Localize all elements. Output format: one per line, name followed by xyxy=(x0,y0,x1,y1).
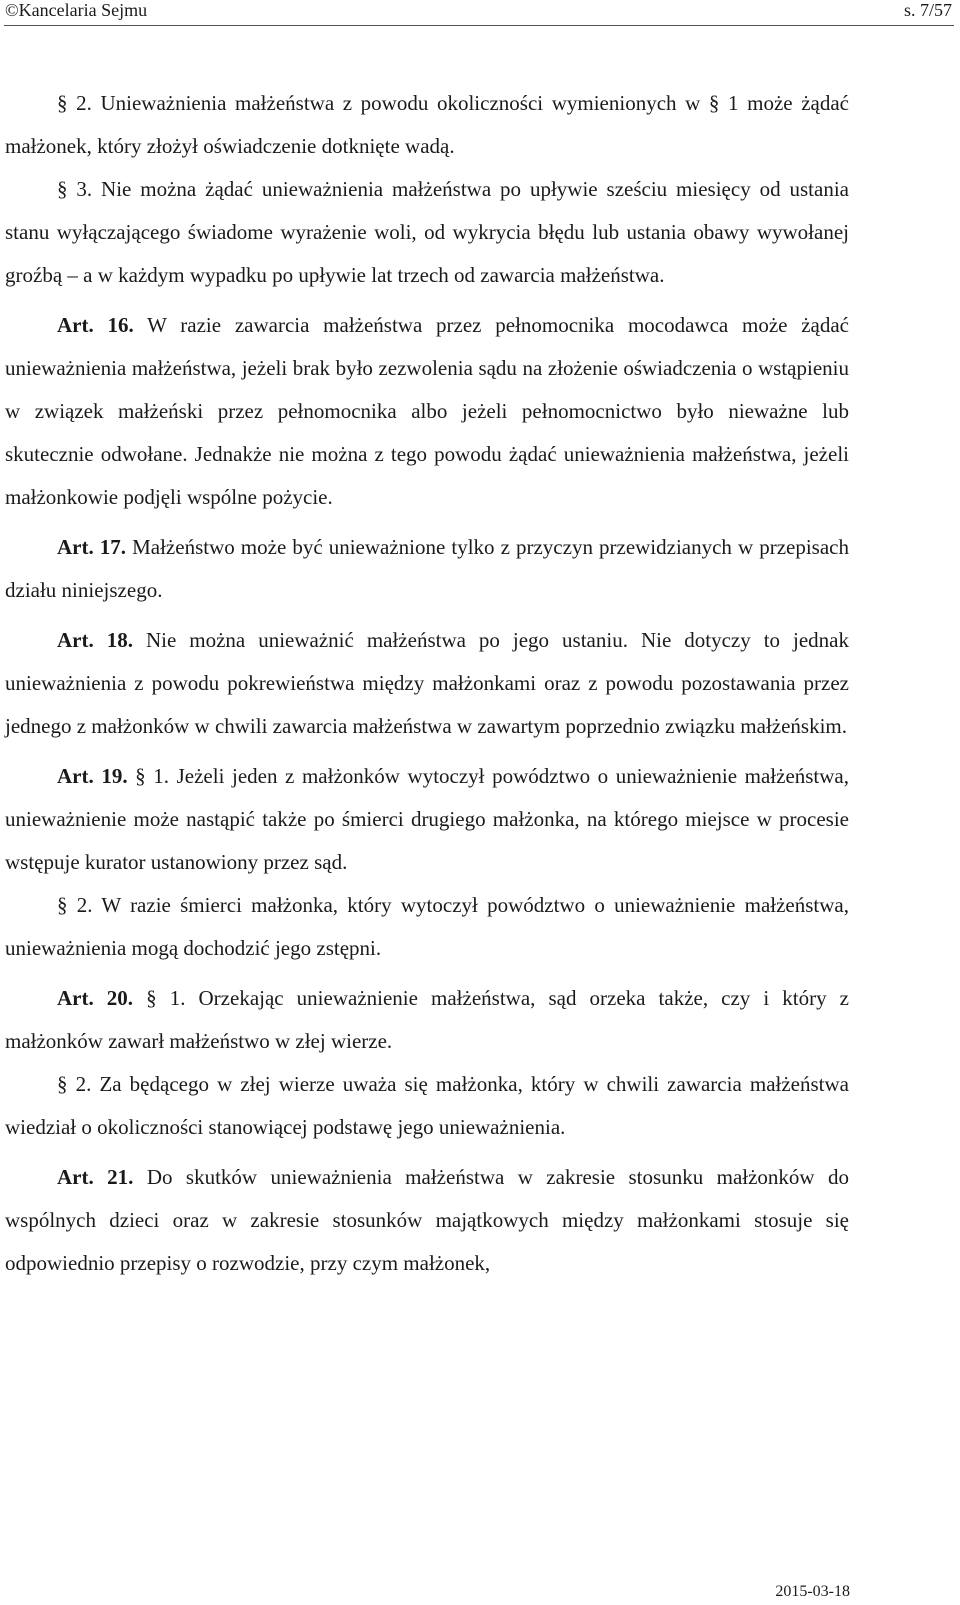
page-number: s. 7/57 xyxy=(903,0,952,20)
header-divider xyxy=(4,25,954,26)
article-heading: Art. 17. xyxy=(57,535,127,559)
paragraph-art17 xyxy=(5,526,849,612)
paragraph-text: § 1. Orzekając unieważnienie małżeństwa, sąd orzeka także, czy i który z małżonków zawarł małżeństwo w złej wierze. xyxy=(5,986,849,1053)
paragraph-text: § 2. Za będącego w złej wierze uważa się małżonka, który w chwili zawarcia małżeństwa wiedział o okoliczności stanowiącej podstawę jego unieważnienia. xyxy=(5,1072,849,1139)
paragraph-text: Do skutków unieważnienia małżeństwa w zakresie stosunku małżonków do wspólnych dzieci oraz w zakresie stosunków majątkowych między małżonkami stosuje się odpowiednio przepisy o rozwodzie, przy czym małżonek, xyxy=(5,1165,850,1275)
paragraph-text: W razie zawarcia małżeństwa przez pełnomocnika mocodawca może żądać unieważnienia małżeństwa, jeżeli brak było zezwolenia sądu na złożenie oświadczenia o wstąpieniu w związek małżeński przez pełnomocnika albo jeżeli pełnomocnictwo było nieważne lub skutecznie odwołane. Jednakże nie można z tego powodu żądać unieważnienia małżeństwa, jeżeli małżonkowie podjęli wspólne pożycie. xyxy=(5,313,849,509)
article-heading: Art. 18. xyxy=(57,628,133,652)
article-heading: Art. 19. xyxy=(57,764,128,788)
document-date: 2015-03-18 xyxy=(775,1583,850,1600)
paragraph-text: § 3. Nie można żądać unieważnienia małżeństwa po upływie sześciu miesięcy od ustania stanu wyłączającego świadome wyrażenie woli, od wykrycia błędu lub ustania obawy wywołanej groźbą – a w każdym wypadku po upływie lat trzech od zawarcia małżeństwa. xyxy=(5,177,849,287)
paragraph-art16 xyxy=(5,304,849,519)
paragraph-art15-par3 xyxy=(5,168,849,297)
paragraph-art19-par1 xyxy=(5,755,849,884)
paragraph-art19-par2 xyxy=(5,884,849,970)
paragraph-text: Nie można unieważnić małżeństwa po jego ustaniu. Nie dotyczy to jednak unieważnienia z powodu pokrewieństwa między małżonkami oraz z powodu pozostawania przez jednego z małżonków w chwili zawarcia małżeństwa w zawartym poprzednio związku małżeńskim. xyxy=(5,628,849,738)
article-heading: Art. 20. xyxy=(57,986,134,1010)
page-header xyxy=(0,0,960,26)
paragraph-text: § 2. W razie śmierci małżonka, który wytoczył powództwo o unieważnienie małżeństwa, unieważnienia mogą dochodzić jego zstępni. xyxy=(5,893,849,960)
paragraph-art21 xyxy=(5,1156,849,1285)
document-body xyxy=(5,82,849,1285)
publisher-label: ©Kancelaria Sejmu xyxy=(5,0,148,20)
paragraph-art20-par1 xyxy=(5,977,849,1063)
paragraph-art15-par2 xyxy=(5,82,849,168)
article-heading: Art. 21. xyxy=(57,1165,134,1189)
paragraph-art18 xyxy=(5,619,849,748)
paragraph-text: § 2. Unieważnienia małżeństwa z powodu okoliczności wymienionych w § 1 może żądać małżonek, który złożył oświadczenie dotknięte wadą. xyxy=(5,91,849,158)
paragraph-art20-par2 xyxy=(5,1063,849,1149)
paragraph-text: Małżeństwo może być unieważnione tylko z przyczyn przewidzianych w przepisach działu niniejszego. xyxy=(5,535,849,602)
article-heading: Art. 16. xyxy=(57,313,134,337)
paragraph-text: § 1. Jeżeli jeden z małżonków wytoczył powództwo o unieważnienie małżeństwa, unieważnienie może nastąpić także po śmierci drugiego małżonka, na którego miejsce w procesie wstępuje kurator ustanowiony przez sąd. xyxy=(5,764,850,874)
